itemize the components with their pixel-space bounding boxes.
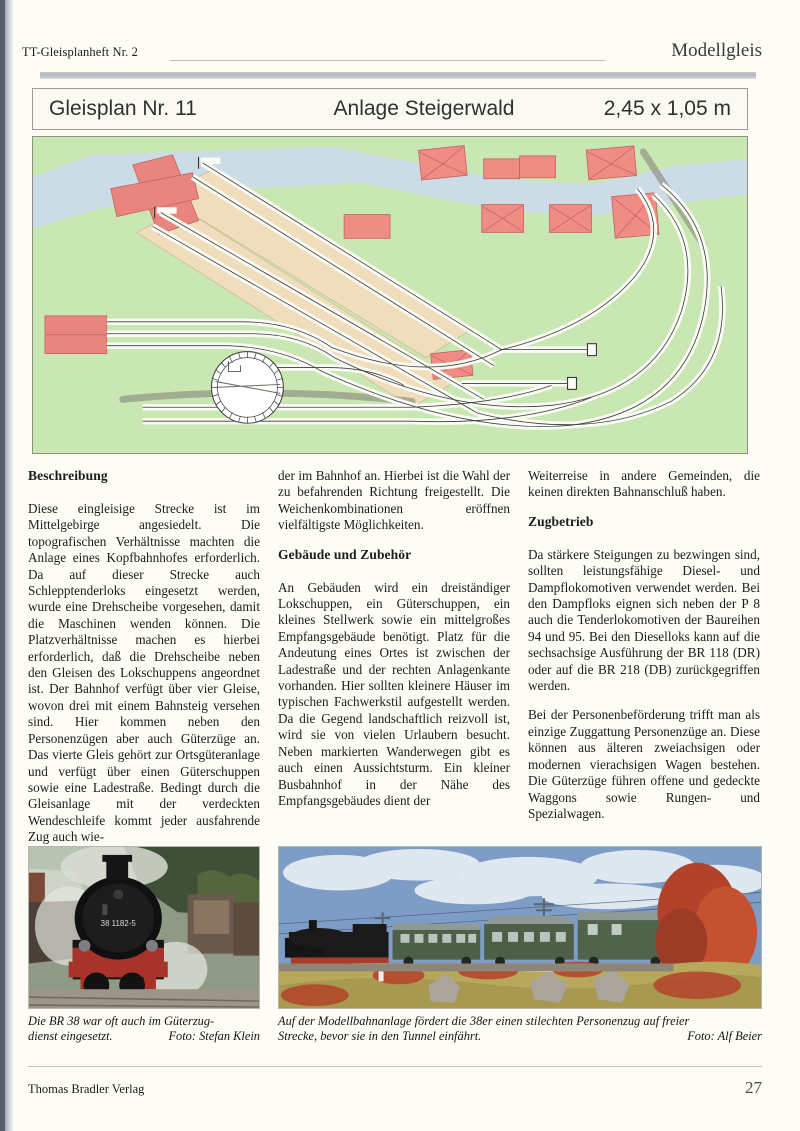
plan-goods-shed xyxy=(45,316,107,354)
page-number: 27 xyxy=(745,1078,762,1097)
heading-gebaeude-und-zubehoer: Gebäude und Zubehör xyxy=(278,546,412,562)
loco-number-plate: 38 1182-5 xyxy=(100,919,136,929)
caption-left-line2: dienst eingesetzt. xyxy=(28,1029,113,1044)
column-beschreibung xyxy=(28,468,260,845)
paragraph-beschreibung-1: Diese eingleisige Strecke ist im Mittelgebirge angesiedelt. Die topografischen Verhältnisse machten die Anlage eines Kopfbahnhofes erforderlich. Da auf dieser Strecke auch Schlepptenderloks eingesetzt werden, wurde eine Drehscheibe vorgesehen, damit die Maschinen wenden können. Die Platzverhältnisse machen es hierbei erforderlich, daß die Drehscheibe neben den Gleisen des Lokschuppens angeordnet ist. Der Bahnhof verfügt über vier Gleise, wovon drei mit einem Bahnsteig versehen sind. Hier kommen neben den Personenzügen aber auch Güterzüge an. Das vierte Gleis gehört zur Ortsgüteranlage und verfügt über einen Güterschuppen sowie eine Ladestraße. Bedingt durch die Gleisanlage mit der verdeckten Wendeschleife kommt jeder ausfahrende Zug auch wie- xyxy=(28,501,260,845)
plan-size: 2,45 x 1,05 m xyxy=(603,97,731,120)
caption-right-credit: Foto: Alf Beier xyxy=(687,1029,762,1044)
caption-right-line2: Strecke, bevor sie in den Tunnel einfährt. xyxy=(278,1029,482,1044)
photo-model-railway-image xyxy=(279,847,761,1008)
caption-left-line1: Die BR 38 war oft auch im Güterzug- xyxy=(28,1014,215,1028)
running-head-right: Modellgleis xyxy=(671,40,762,61)
running-head-left: TT-Gleisplanheft Nr. 2 xyxy=(22,45,138,59)
plan-building-station xyxy=(344,215,390,239)
photo-steam-locomotive xyxy=(28,846,260,1009)
paragraph-gebaeude-1: An Gebäuden wird ein dreiständiger Lokschuppen, ein Güterschuppen, ein kleines Stellwerk sowie ein mittelgroßes Empfangsgebäude benötigt. Platz für die Andeutung eines Ortes ist zwischen der Ladestraße und der rechten Anlagenkante vorhanden. Hier sollten kleinere Häuser im typischen Fachwerkstil aufgestellt werden. Da die Gegend landschaftlich reizvoll ist, wird sie von vielen Urlaubern besucht. Neben markierten Wanderwegen gibt es auch einen Aussichtsturm. Ein kleiner Busbahnhof in der Nähe des Empfangsgebäudes dient der xyxy=(278,579,510,808)
paragraph-zugbetrieb-2: Bei der Personenbeförderung trifft man als einzige Zuggattung Personenzüge an. Diese können aus älteren zweiachsigen oder modernen vierachsigen Wagen bestehen. Die Güterzüge führen offene und gedeckte Waggons sowie Rungen- und Spezialwagen. xyxy=(528,707,760,821)
article-columns xyxy=(28,468,762,845)
paragraph-gebaeude-cont: Weiterreise in andere Gemeinden, die keinen direkten Bahnanschluß haben. xyxy=(528,468,760,500)
running-head xyxy=(22,40,762,66)
header-gradient-bar xyxy=(40,72,756,79)
page-content xyxy=(22,0,762,1131)
paragraph-zugbetrieb-1: Da stärkere Steigungen zu bezwingen sind, sollten leistungsfähige Diesel- und Dampflokomotiven verwendet werden. Bei den Dampfloks eignen sich neben der P 8 auch die Tenderlokomotiven der Baureihen 94 und 95. Bei den Dieselloks kann auf die sechsachsige Ausführung der BR 118 (DR) oder auf die BR 218 (DB) zurückgegriffen werden. xyxy=(528,546,760,694)
scan-binding-shadow xyxy=(0,0,5,1131)
column-zugbetrieb xyxy=(528,468,760,840)
running-head-rule xyxy=(170,60,605,61)
page-footer xyxy=(28,1078,762,1098)
plan-title-box xyxy=(32,88,748,130)
caption-photo-model-railway xyxy=(278,1014,762,1045)
photo-model-railway-scene xyxy=(278,846,762,1009)
plan-number: Gleisplan Nr. 11 xyxy=(49,97,197,120)
track-plan-figure xyxy=(32,136,748,454)
photo-steam-locomotive-image xyxy=(29,847,259,1008)
paragraph-beschreibung-cont: der im Bahnhof an. Hierbei ist die Wahl der zu befahrenden Richtung freigestellt. Die Weichenkombinationen eröffnen vielfältigste Möglichkeiten. xyxy=(278,468,510,533)
caption-right-line1: Auf der Modellbahnanlage fördert die 38er einen stilechten Personenzug auf freier xyxy=(278,1014,690,1028)
footer-rule xyxy=(28,1066,762,1067)
track-plan-drawing xyxy=(33,137,747,453)
column-gebaeude xyxy=(278,468,510,840)
plan-turntable xyxy=(212,352,284,424)
heading-zugbetrieb: Zugbetrieb xyxy=(528,513,594,529)
caption-photo-steam-locomotive xyxy=(28,1014,260,1045)
publisher-name: Thomas Bradler Verlag xyxy=(28,1082,145,1096)
plan-name: Anlage Steigerwald xyxy=(333,97,515,120)
heading-beschreibung: Beschreibung xyxy=(28,468,108,483)
caption-left-credit: Foto: Stefan Klein xyxy=(168,1029,260,1044)
